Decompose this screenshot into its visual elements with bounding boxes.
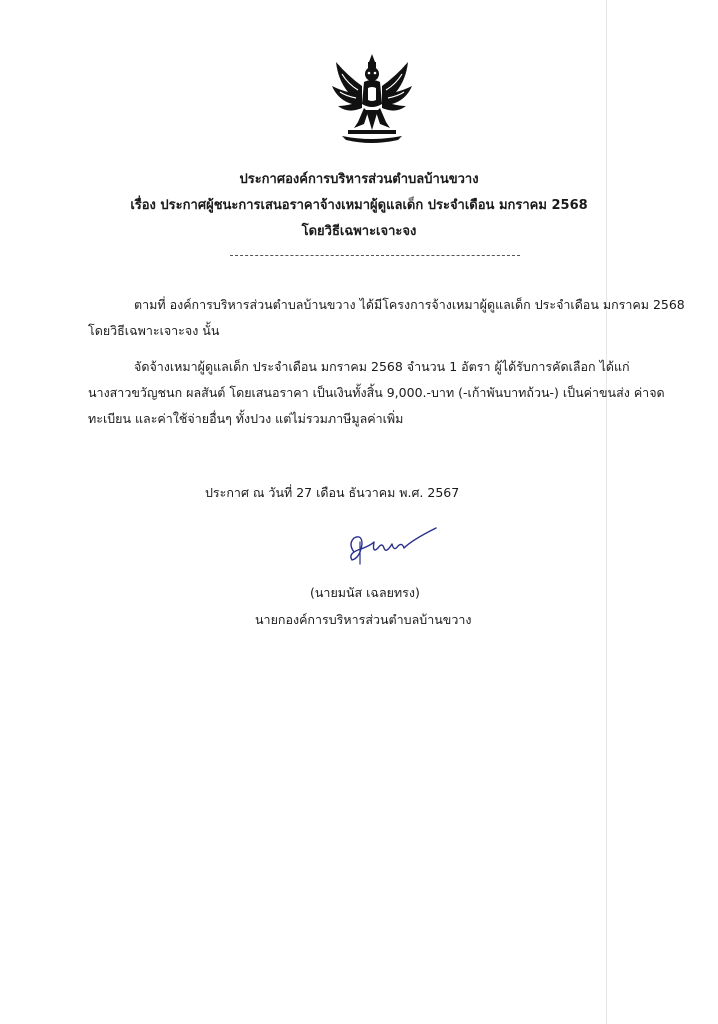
paragraph-1-line-1: ตามที่ องค์การบริหารส่วนตำบลบ้านขวาง ได้มีโครงการจ้างเหมาผู้ดูแลเด็ก ประจำเดือน มกราคม 2568 (134, 297, 685, 312)
paragraph-1-line-2: โดยวิธีเฉพาะเจาะจง นั้น (88, 323, 220, 338)
header-line-1: ประกาศองค์การบริหารส่วนตำบลบ้านขวาง (239, 172, 479, 187)
header-line-2: เรื่อง ประกาศผู้ชนะการเสนอราคาจ้างเหมาผู้ดูแลเด็ก ประจำเดือน มกราคม 2568 (130, 198, 588, 213)
garuda-emblem-icon (328, 52, 416, 144)
scan-edge-line (606, 0, 607, 1024)
separator-line (230, 255, 520, 256)
announcement-date: ประกาศ ณ วันที่ 27 เดือน ธันวาคม พ.ศ. 2567 (205, 485, 460, 500)
paragraph-2-line-1: จัดจ้างเหมาผู้ดูแลเด็ก ประจำเดือน มกราคม 2568 จำนวน 1 อัตรา ผู้ได้รับการคัดเลือก ได้แก่ (134, 359, 630, 374)
header-line-3: โดยวิธีเฉพาะเจาะจง (301, 224, 417, 239)
paragraph-2-line-2: นางสาวขวัญชนก ผลสันต์ โดยเสนอราคา เป็นเงินทั้งสิ้น 9,000.-บาท (-เก้าพันบาทถ้วน-) เป็นค่าขนส่ง ค่าจด (88, 385, 665, 400)
handwritten-signature (340, 524, 440, 569)
signer-title: นายกองค์การบริหารส่วนตำบลบ้านขวาง (255, 612, 472, 627)
signer-name: (นายมนัส เฉลยทรง) (310, 585, 420, 600)
paragraph-2-line-3: ทะเบียน และค่าใช้จ่ายอื่นๆ ทั้งปวง แต่ไม่รวมภาษีมูลค่าเพิ่ม (88, 411, 404, 426)
